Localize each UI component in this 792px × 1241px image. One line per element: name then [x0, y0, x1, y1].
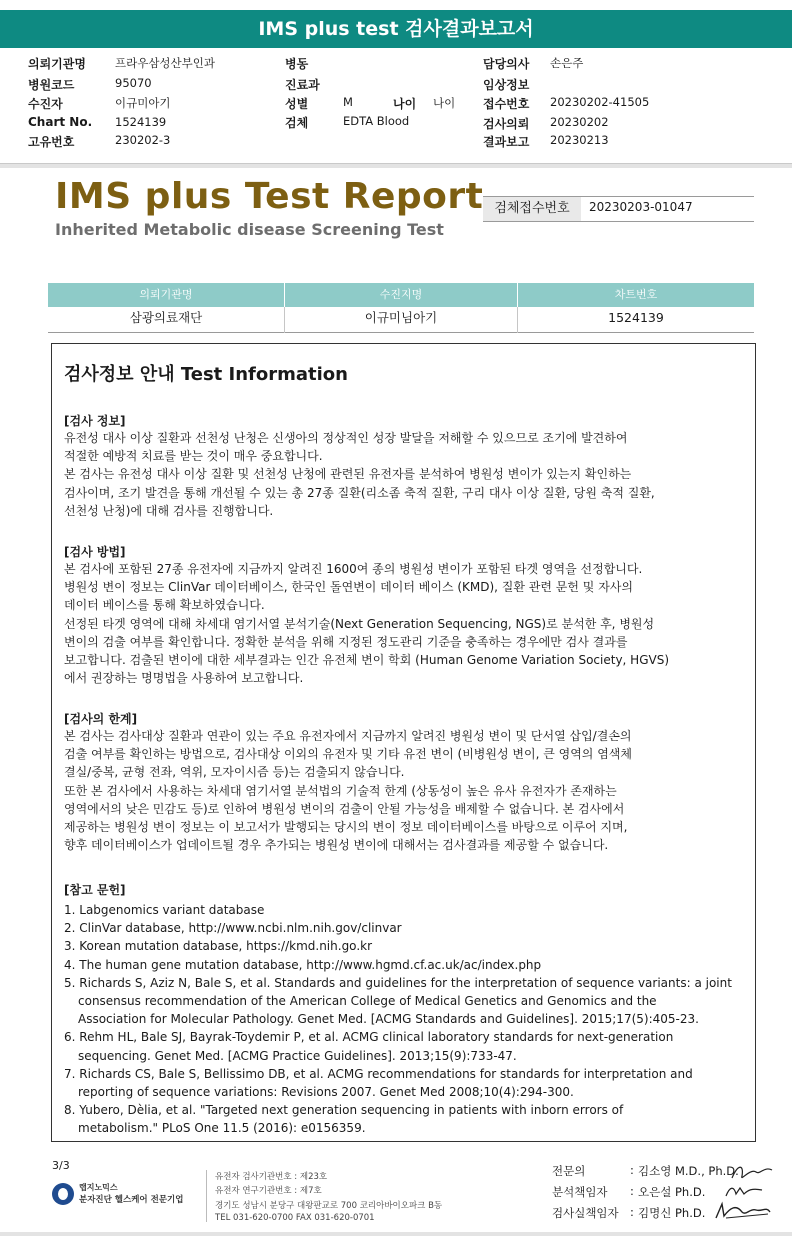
label-hospital-code: 병원코드	[28, 78, 75, 92]
text-line: 선천성 난청)에 대해 검사를 진행합니다.	[64, 503, 274, 518]
label-patient: 수진자	[28, 97, 63, 111]
signer-name: 김명신 Ph.D.	[638, 1206, 706, 1220]
label-sex: 성별	[285, 97, 309, 111]
text-line: 유전성 대사 이상 질환과 선천성 난청은 신생아의 정상적인 성장 발달을 저해할 수 있으므로 조기에 발견하여	[64, 431, 628, 445]
specimen-receipt-box	[483, 196, 754, 222]
patient-table	[48, 283, 754, 335]
header-divider	[0, 163, 792, 168]
value-institution: 프라우삼성산부인과	[115, 56, 215, 70]
reference-item: 4. The human gene mutation database, http://www.hgmd.cf.ac.uk/ac/index.php	[64, 957, 542, 972]
page-number: 3/3	[52, 1159, 70, 1172]
reference-item: 1. Labgenomics variant database	[64, 903, 265, 917]
signer-label: 전문의	[552, 1164, 586, 1178]
reference-item-continued: sequencing. Genet Med. [ACMG Practice Guidelines]. 2013;15(9):733-47.	[78, 1048, 517, 1063]
text-line: 본 검사는 유전성 대사 이상 질환 및 선천성 난청에 관련된 유전자를 분석하여 병원성 변이가 있는지 확인하는	[64, 467, 632, 482]
value-doctor: 손은주	[550, 56, 584, 70]
reference-item-continued: Association for Molecular Pathology. Genet Med. [ACMG Standards and Guidelines]. 2015;17(5):405-23.	[78, 1012, 699, 1027]
section-body-test-method	[64, 560, 754, 687]
value-sex: M	[343, 95, 353, 109]
table-header-institution: 의뢰기관명	[48, 283, 284, 307]
footer-license-line: 유전자 검사기관번호 : 제23호	[215, 1172, 328, 1182]
reference-item: 7. Richards CS, Bale S, Bellissimo DB, et al. ACMG recommendations for standards for interpretation and	[64, 1066, 693, 1081]
reference-item-continued: consensus recommendation of the American College of Medical Genetics and Genomics and the	[78, 993, 657, 1008]
signer-colon: :	[630, 1163, 634, 1177]
reference-item: 5. Richards S, Aziz N, Bale S, et al. Standards and guidelines for the interpretation of sequence variants: a joint	[64, 975, 732, 990]
value-report-date: 20230213	[550, 133, 609, 147]
reference-item: 8. Yubero, Dèlia, et al. "Targeted next generation sequencing in patients with inborn errors of	[64, 1103, 624, 1118]
section-heading-test-info: [검사 정보]	[64, 414, 126, 428]
text-line: 본 검사에 포함된 27종 유전자에 지금까지 알려진 1600여 종의 병원성 변이가 포함된 타겟 영역을 선정합니다.	[64, 562, 643, 576]
footer-contact: TEL 031-620-0700 FAX 031-620-0701	[215, 1213, 375, 1223]
reference-item-continued: reporting of sequence variations: Revisions 2007. Genet Med 2008;10(4):294-300.	[78, 1084, 574, 1099]
reference-item: 2. ClinVar database, http://www.ncbi.nlm.nih.gov/clinvar	[64, 921, 402, 936]
signer-label: 검사실책임자	[552, 1206, 619, 1220]
text-line: 보고합니다. 검출된 변이에 대한 세부결과는 인간 유전체 변이 학회 (Human Genome Variation Society, HGVS)	[64, 652, 670, 667]
section-heading-references: [참고 문헌]	[64, 883, 126, 897]
reference-item-continued: metabolism." PLoS One 11.5 (2016): e0156359.	[78, 1121, 366, 1136]
value-hospital-code: 95070	[115, 76, 152, 90]
report-banner-title: IMS plus test 검사결과보고서	[0, 10, 792, 48]
value-chart-no: 1524139	[115, 115, 167, 129]
footer-license-line: 유전자 연구기관번호 : 제7호	[215, 1186, 322, 1196]
label-report-date: 결과보고	[483, 135, 530, 149]
text-line: 본 검사는 검사대상 질환과 연관이 있는 주요 유전자에서 지금까지 알려진 병원성 변이 및 단서열 삽입/결손의	[64, 729, 632, 743]
value-request-date: 20230202	[550, 115, 609, 129]
text-line: 향후 데이터베이스가 업데이트될 경우 추가되는 병원성 변이에 대해서는 검사결과를 제공할 수 없습니다.	[64, 838, 609, 853]
specimen-receipt-value: 20230203-01047	[589, 200, 693, 214]
company-logo-tagline: 분자진단 헬스케어 전문기업	[79, 1195, 184, 1205]
value-age: 나이	[433, 96, 456, 110]
text-line: 영역에서의 낮은 민감도 등)로 인하여 병원성 변이의 검출이 안될 가능성을 배제할 수 없습니다. 본 검사에서	[64, 801, 625, 816]
text-line: 결실/중복, 균형 전좌, 역위, 모자이시즘 등)는 검출되지 않습니다.	[64, 765, 405, 780]
reference-item: 6. Rehm HL, Bale SJ, Bayrak-Toydemir P, et al. ACMG clinical laboratory standards for next-generation	[64, 1030, 674, 1045]
table-divider	[517, 307, 518, 333]
value-receipt-no: 20230202-41505	[550, 95, 650, 109]
value-unique-no: 230202-3	[115, 133, 171, 147]
reference-item: 3. Korean mutation database, https://kmd.nih.go.kr	[64, 939, 373, 954]
footer-divider	[206, 1170, 207, 1222]
label-chart-no: Chart No.	[28, 115, 93, 129]
text-line: 데이터 베이스를 통해 확보하였습니다.	[64, 598, 265, 613]
test-information-box	[51, 343, 756, 1142]
section-heading-test-limitations: [검사의 한계]	[64, 712, 138, 726]
table-divider	[284, 307, 285, 333]
label-specimen: 검체	[285, 116, 309, 130]
label-receipt-no: 접수번호	[483, 97, 530, 111]
signer-colon: :	[630, 1205, 634, 1219]
label-ward: 병동	[285, 57, 309, 71]
text-line: 검사이며, 조기 발견을 통해 개선될 수 있는 총 27종 질환(리소좀 축적 질환, 구리 대사 이상 질환, 당원 축적 질환,	[64, 485, 655, 500]
label-age: 나이	[393, 97, 417, 111]
signer-label: 분석책임자	[552, 1185, 608, 1199]
report-subtitle: Inherited Metabolic disease Screening Test	[55, 220, 444, 239]
section-body-test-info	[64, 429, 754, 520]
label-department: 진료과	[285, 78, 320, 92]
text-line: 에서 권장하는 명명법을 사용하여 보고합니다.	[64, 671, 304, 686]
section-body-test-limitations	[64, 727, 754, 854]
text-line: 변이의 검출 여부를 확인합니다. 정확한 분석을 위해 지정된 정도관리 기준을 충족하는 경우에만 검사 결과를	[64, 634, 628, 649]
label-clinical-info: 임상정보	[483, 78, 530, 92]
text-line: 또한 본 검사에서 사용하는 차세대 염기서열 분석법의 기술적 한계 (상동성이 높은 유사 유전자가 존재하는	[64, 783, 617, 798]
label-request-date: 검사의뢰	[483, 117, 530, 131]
table-cell-patient-name: 이규미님아기	[285, 307, 517, 333]
label-doctor: 담당의사	[483, 57, 530, 71]
text-line: 제공하는 병원성 변이 정보는 이 보고서가 발행되는 당시의 변이 정보 데이터베이스를 바탕으로 이루어 지며,	[64, 819, 628, 834]
company-logo-name: 랩지노믹스	[79, 1183, 118, 1192]
footer-address: 경기도 성남시 분당구 대왕판교로 700 코리아바이오파크 B동	[215, 1201, 443, 1211]
signer-colon: :	[630, 1184, 634, 1198]
value-patient: 이규미아기	[115, 96, 171, 110]
text-line: 선정된 타겟 영역에 대해 차세대 염기서열 분석기술(Next Generation Sequencing, NGS)로 분석한 후, 병원성	[64, 616, 655, 631]
test-information-title: 검사정보 안내 Test Information	[64, 364, 348, 385]
text-line: 병원성 변이 정보는 ClinVar 데이터베이스, 한국인 돌연변이 데이터 베이스 (KMD), 질환 관련 문헌 및 자사의	[64, 580, 633, 595]
signer-name: 오은설 Ph.D.	[638, 1185, 706, 1199]
label-institution: 의뢰기관명	[28, 57, 86, 71]
label-unique-no: 고유번호	[28, 135, 75, 149]
report-title: IMS plus Test Report	[55, 176, 484, 217]
section-heading-test-method: [검사 방법]	[64, 545, 126, 559]
text-line: 검출 여부를 확인하는 방법으로, 검사대상 이외의 유전자 및 기타 유전 변이 (비병원성 변이, 큰 영역의 염색체	[64, 747, 632, 762]
signer-name: 김소영 M.D., Ph.D.	[638, 1164, 739, 1178]
company-logo	[52, 1182, 202, 1206]
table-header-patient-name: 수진지명	[285, 283, 517, 307]
signature-lab-director	[712, 1198, 774, 1224]
references-list	[64, 901, 754, 1137]
table-cell-chart-no: 1524139	[518, 307, 754, 333]
specimen-receipt-label: 검체접수번호	[483, 197, 581, 221]
table-header-chart-no: 차트번호	[518, 283, 754, 307]
value-specimen: EDTA Blood	[343, 114, 410, 128]
header-info	[0, 55, 792, 155]
company-logo-icon	[52, 1183, 74, 1205]
footer-bottom-bar	[0, 1232, 792, 1236]
table-cell-institution: 삼광의료재단	[48, 307, 284, 333]
text-line: 적절한 예방적 치료를 받는 것이 매우 중요합니다.	[64, 449, 323, 464]
